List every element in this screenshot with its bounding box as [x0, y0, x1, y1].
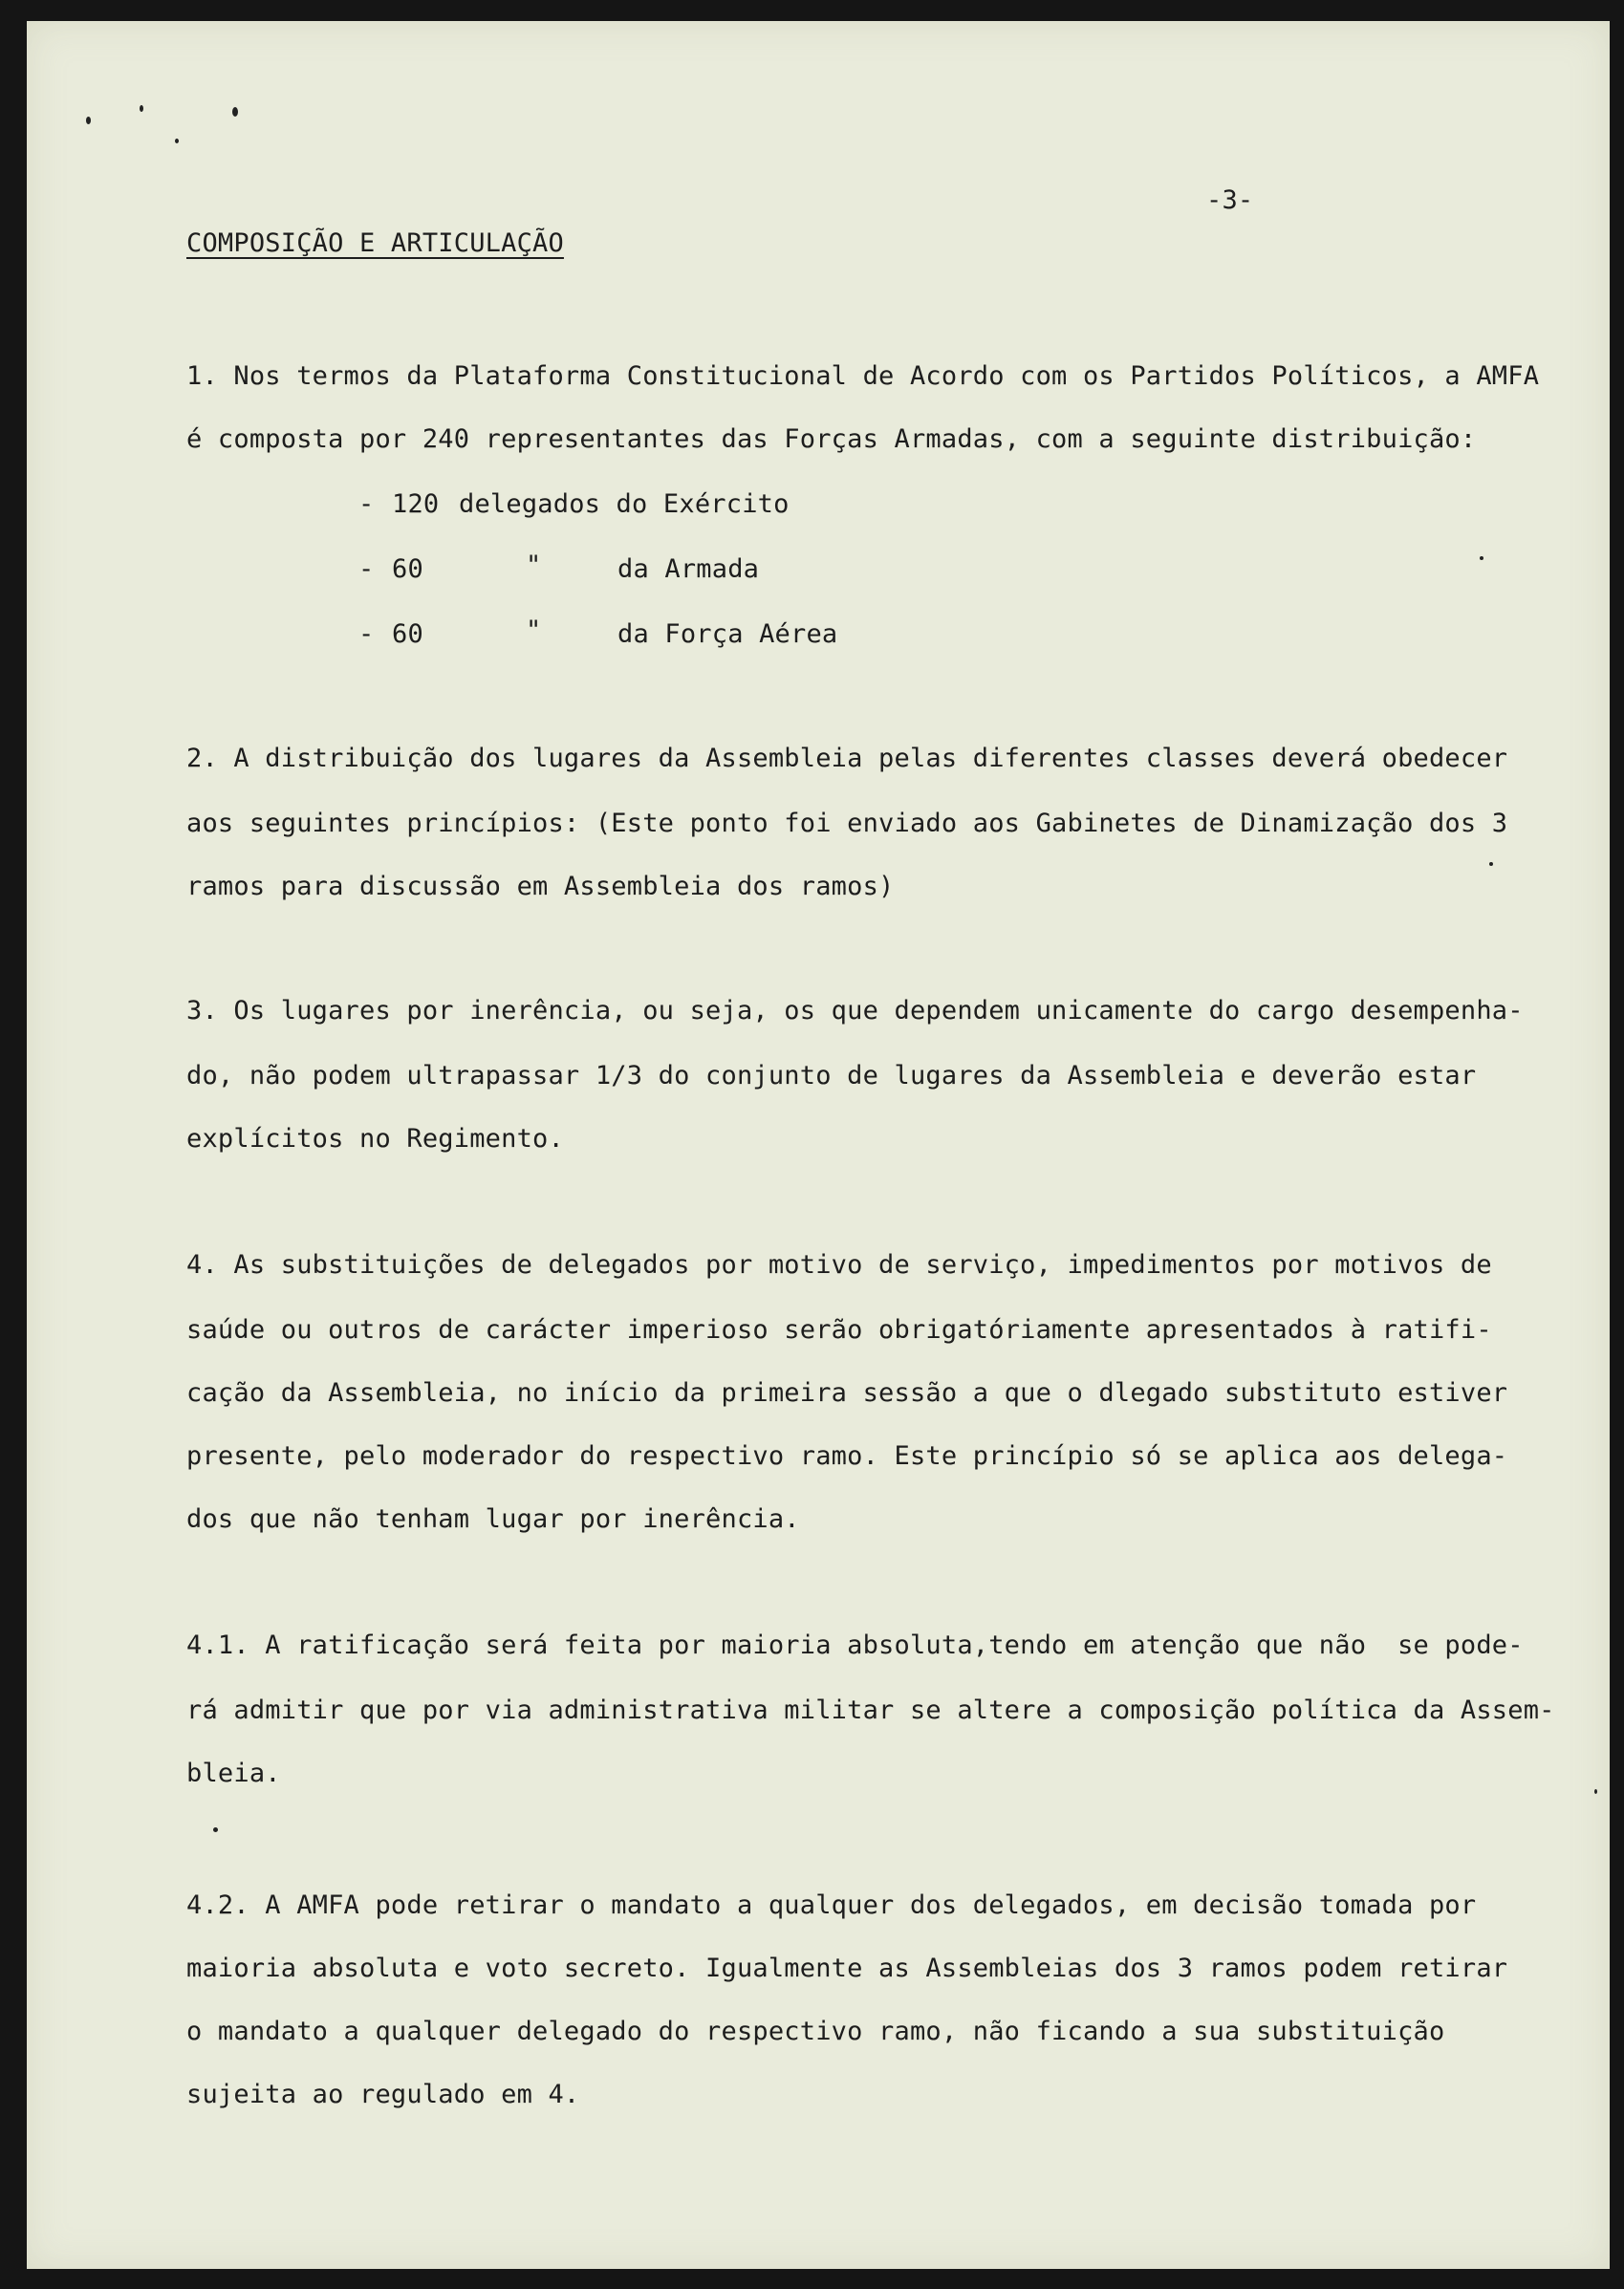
paragraph-2-line: ramos para discussão em Assembleia dos ramos) [186, 872, 895, 901]
paragraph-2-line: 2. A distribuição dos lugares da Assembleia pelas diferentes classes deverá obedecer [186, 744, 1508, 773]
ditto-mark: " [526, 615, 542, 645]
paragraph-1-line: é composta por 240 representantes das Forças Armadas, com a seguinte distribuição: [186, 424, 1477, 454]
paragraph-4-2-line: sujeita ao regulado em 4. [186, 2080, 580, 2109]
paragraph-4-line: 4. As substituições de delegados por motivo de serviço, impedimentos por motivos de [186, 1250, 1492, 1280]
paragraph-4-line: dos que não tenham lugar por inerência. [186, 1504, 800, 1534]
paragraph-4-line: cação da Assembleia, no início da primeira sessão a que o dlegado substituto estiver [186, 1378, 1508, 1408]
page-number: -3- [1206, 185, 1254, 215]
ink-speck [1594, 1789, 1597, 1794]
paragraph-3-line: 3. Os lugares por inerência, ou seja, os que dependem unicamente do cargo desempenha- [186, 996, 1524, 1026]
ink-speck [1480, 556, 1483, 560]
paragraph-4-2-line: o mandato a qualquer delegado do respectivo ramo, não ficando a sua substituição [186, 2017, 1445, 2046]
paragraph-4-line: presente, pelo moderador do respectivo ramo. Este princípio só se aplica aos delega- [186, 1441, 1508, 1471]
delegate-count: 60 [392, 619, 423, 649]
paragraph-4-1-line: rá admitir que por via administrativa militar se altere a composição política da Assem- [186, 1695, 1555, 1725]
delegate-branch: da Força Aérea [617, 619, 838, 649]
paragraph-4-1-line: 4.1. A ratificação será feita por maioria absoluta,tendo em atenção que não se pode- [186, 1630, 1524, 1660]
delegate-branch: da Armada [617, 554, 760, 584]
list-dash: - [358, 489, 375, 519]
paragraph-4-line: saúde ou outros de carácter imperioso serão obrigatóriamente apresentados à ratifi- [186, 1315, 1492, 1345]
paragraph-4-2-line: maioria absoluta e voto secreto. Igualmente as Assembleias dos 3 ramos podem retirar [186, 1954, 1508, 1983]
ink-speck [213, 1827, 218, 1832]
ink-speck [140, 105, 143, 112]
delegate-branch: delegados do Exército [459, 489, 790, 519]
paragraph-1-line: 1. Nos termos da Plataforma Constitucional de Acordo com os Partidos Políticos, a AMFA [186, 361, 1540, 391]
paragraph-3-line: explícitos no Regimento. [186, 1124, 564, 1154]
ink-speck [175, 139, 179, 143]
list-dash: - [358, 619, 375, 649]
section-title: COMPOSIÇÃO E ARTICULAÇÃO [186, 228, 564, 258]
ink-speck [86, 117, 91, 124]
ink-speck [232, 107, 238, 117]
paragraph-3-line: do, não podem ultrapassar 1/3 do conjunto de lugares da Assembleia e deverão estar [186, 1061, 1477, 1091]
list-dash: - [358, 554, 375, 584]
delegate-count: 120 [392, 489, 440, 519]
paragraph-4-2-line: 4.2. A AMFA pode retirar o mandato a qualquer dos delegados, em decisão tomada por [186, 1890, 1477, 1920]
paragraph-2-line: aos seguintes princípios: (Este ponto foi enviado aos Gabinetes de Dinamização dos 3 [186, 809, 1508, 838]
delegate-count: 60 [392, 554, 423, 584]
ditto-mark: " [526, 551, 542, 580]
ink-speck [1489, 862, 1493, 866]
paragraph-4-1-line: bleia. [186, 1759, 281, 1788]
